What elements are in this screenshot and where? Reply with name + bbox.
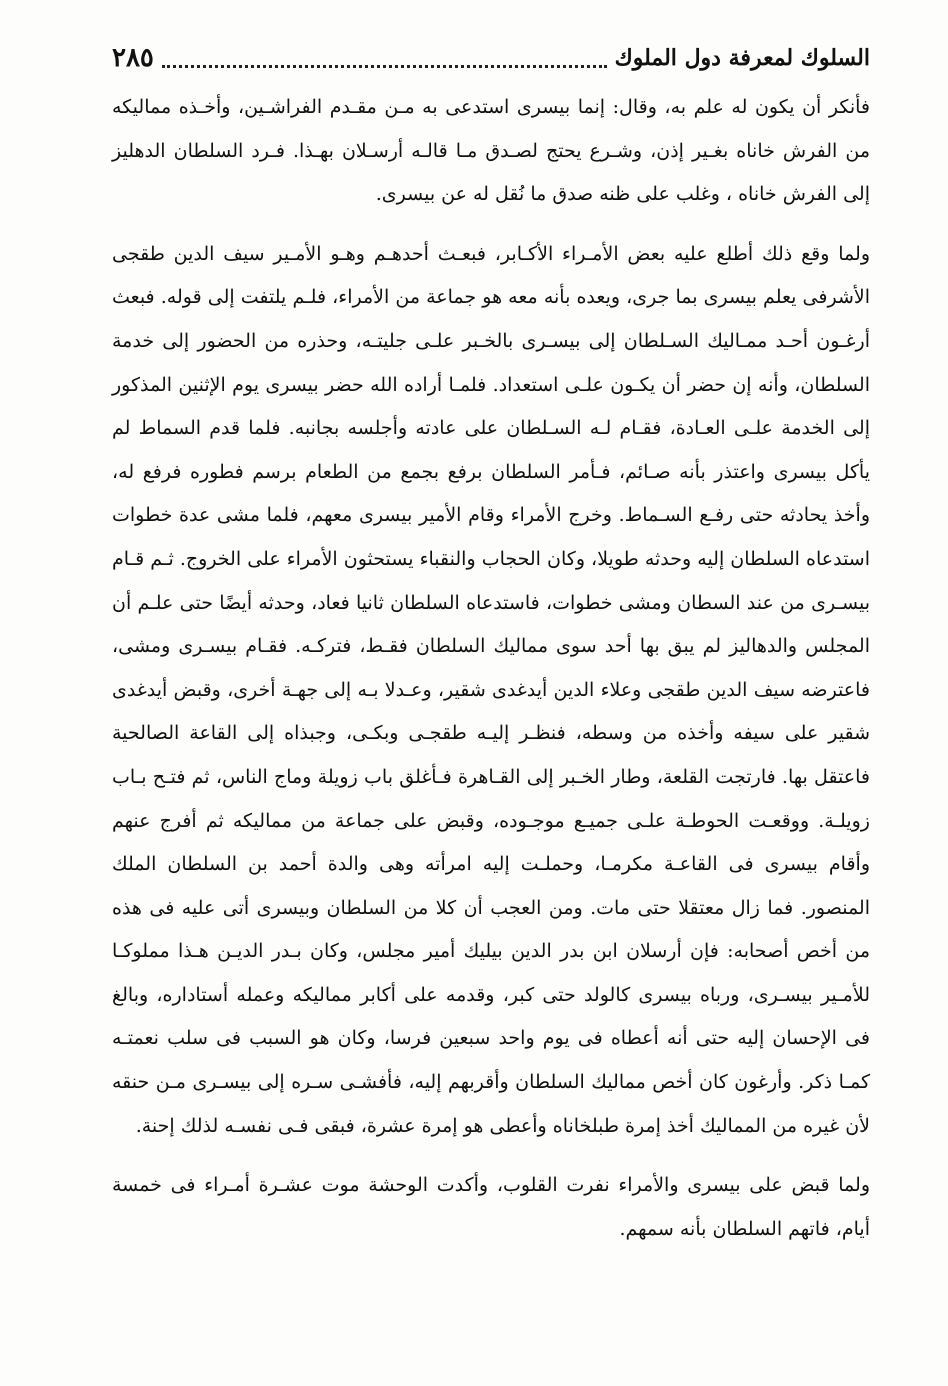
page-header: [112, 38, 870, 78]
running-title: السلوك لمعرفة دول الملوك: [614, 45, 870, 71]
dotted-leader: [162, 49, 607, 68]
paragraph: فأنكر أن يكون له علم به، وقال: إنما بيسرى استدعى به مـن مقـدم الفراشـين، وأخـذه مماليكه من الفرش خاناه بغـير إذن، وشـرع يحتج لصـدق مـا قالـه أرسـلان بهـذا. فـرد السلطان الدهليز إلى الفرش خاناه ، وغلب على ظنه صدق ما نُقل له عن بيسرى.: [112, 96, 870, 206]
paragraph: ولما وقع ذلك أطلع عليه بعض الأمـراء الأكـابر، فبعـث أحدهـم وهـو الأمـير سيف الدين طقجى الأشرفى يعلم بيسرى بما جرى، ويعده بأنه معه هو جماعة من الأمراء، فلـم يلتفت إلى قوله. فبعث أرغـون أحـد ممـاليك السـلطان إلى بيسـرى بالخـبر علـى جليتـه، وحذره من الحضور إلى خدمة السلطان، وأنه إن حضر أن يكـون علـى استعداد. فلمـا أراده الله حضر بيسرى يوم الإثنين المذكور إلى الخدمة علـى العـادة، فقـام لـه السـلطان على عادته وأجلسه بجانبه. فلما قدم السماط لم يأكل بيسرى واعتذر بأنه صـائم، فـأمر السلطان برفع بجمع من الطعام برسم فطوره فرفع له، وأخذ يحادثه حتى رفـع السـماط. وخرج الأمراء وقام الأمير بيسرى معهم، فلما مشى عدة خطوات استدعاه السلطان إليه وحدثه طويلا، وكان الحجاب والنقباء يستحثون الأمراء على الخروج. ثـم قـام بيسـرى من عند السطان ومشى خطوات، فاستدعاه السلطان ثانيا فعاد، وحدثه أيضًا حتى علـم أن المجلس والدهاليز لم يبق بها أحد سوى مماليك السلطان فقـط، فتركـه. فقـام بيسـرى ومشى، فاعترضه سيف الدين طقجى وعلاء الدين أيدغدى شقير، وعـدلا بـه إلى جهـة أخرى، وقبض أيدغدى شقير على سيفه وأخذه من وسطه، فنظـر إليـه طقجـى وبكـى، وجبذاه إلى القاعة الصالحية فاعتقل بها. فارتجت القلعة، وطار الخـبر إلى القـاهرة فـأغلق باب زويلة وماج الناس، ثم فتـح بـاب زويلـة. ووقعـت الحوطـة علـى جميـع موجـوده، وقبض على جماعة من مماليكه ثم أفرج عنهم وأقام بيسرى فى القاعـة مكرمـا، وحملـت إليه امرأته وهى والدة أحمد بن السلطان الملك المنصور. فما زال معتقلا حتى مات. ومن العجب أن كلا من السلطان وبيسرى أتى عليه فى هذه من أخص أصحابه: فإن أرسلان ابن بدر الدين بيليك أمير مجلس، وكان بـدر الديـن هـذا مملوكـا للأمـير بيسـرى، ورباه بيسرى كالولد حتى كبر، وقدمه على أكابر مماليكه وعمله أستاداره، وبالغ فى الإحسان إليه حتى أنه أعطاه فى يوم واحد سبعين فرسا، وكان هو السبب فى سلب نعمتـه كمـا ذكر. وأرغون كان أخص مماليك السلطان وأقربهم إليه، فأفشـى سـره إلى بيسـرى مـن حنقه لأن غيره من المماليك أخذ إمرة طبلخاناه وأعطى هو إمرة عشرة، فبقى فـى نفسـه لذلك إحنة.: [112, 242, 870, 1137]
page-number: ٢٨٥: [112, 43, 154, 73]
paragraph: ولما قبض على بيسرى والأمراء نفرت القلوب، وأكدت الوحشة موت عشـرة أمـراء فى خمسة أيام، فاتهم السلطان بأنه سمهم.: [112, 1174, 870, 1240]
body-text: [112, 86, 870, 1251]
